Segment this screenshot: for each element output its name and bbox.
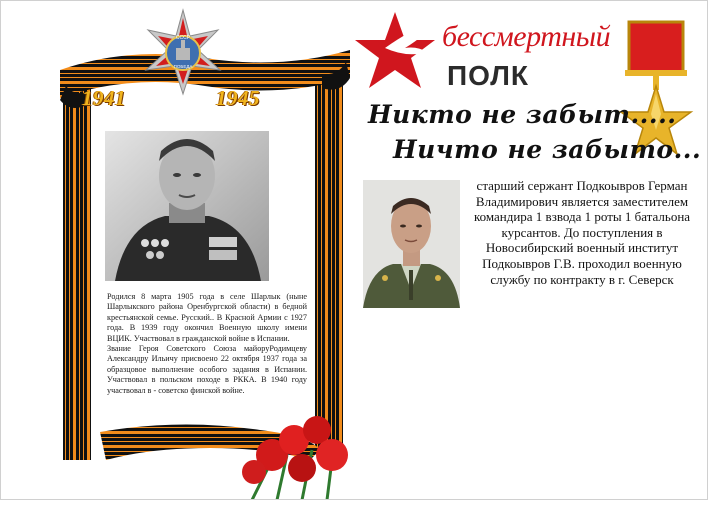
svg-text:ПОБЕДА: ПОБЕДА: [173, 64, 193, 69]
year-start: 1941: [82, 86, 126, 110]
soldier-description: старший сержант Подкоывров Герман Владимирович является заместителем командира 1 взвода 1 роты 1 батальона курсантов. До поступления в Новосибирский военный институт Подкоывров Г.В. проходил военную службу по контракту в г. Северск: [473, 178, 691, 287]
logo-word-immortal: бессмертный: [442, 20, 611, 53]
biography-paragraph-2: Звание Героя Советского Союза майоруРодимцеву Александру Ильичу присвоено 22 октября 1937 года за образцовое выполнение особого задания в Испании. Участвовал в польском походе в РККА. В 1940 году участвовал в - советско финской войне.: [107, 344, 307, 395]
svg-text:СССР: СССР: [175, 35, 191, 41]
logo-word-regiment: ПОЛК: [447, 60, 529, 91]
year-end: 1945: [216, 86, 260, 110]
slogan-line-1: Никто не забыт.....: [368, 100, 677, 129]
slogan-line-2: Ничто не забыто...: [393, 135, 702, 164]
biography-paragraph-1: Родился 8 марта 1905 года в селе Шарлык (ныне Шарлыкского района Оренбургской области) в бедной крестьянской семье. Русский.. В Красной Армии с 1927 года. В 1939 году окончил Военную школу имени ВЦИК. Участвовал в гражданской войне в Испании.: [107, 292, 307, 343]
